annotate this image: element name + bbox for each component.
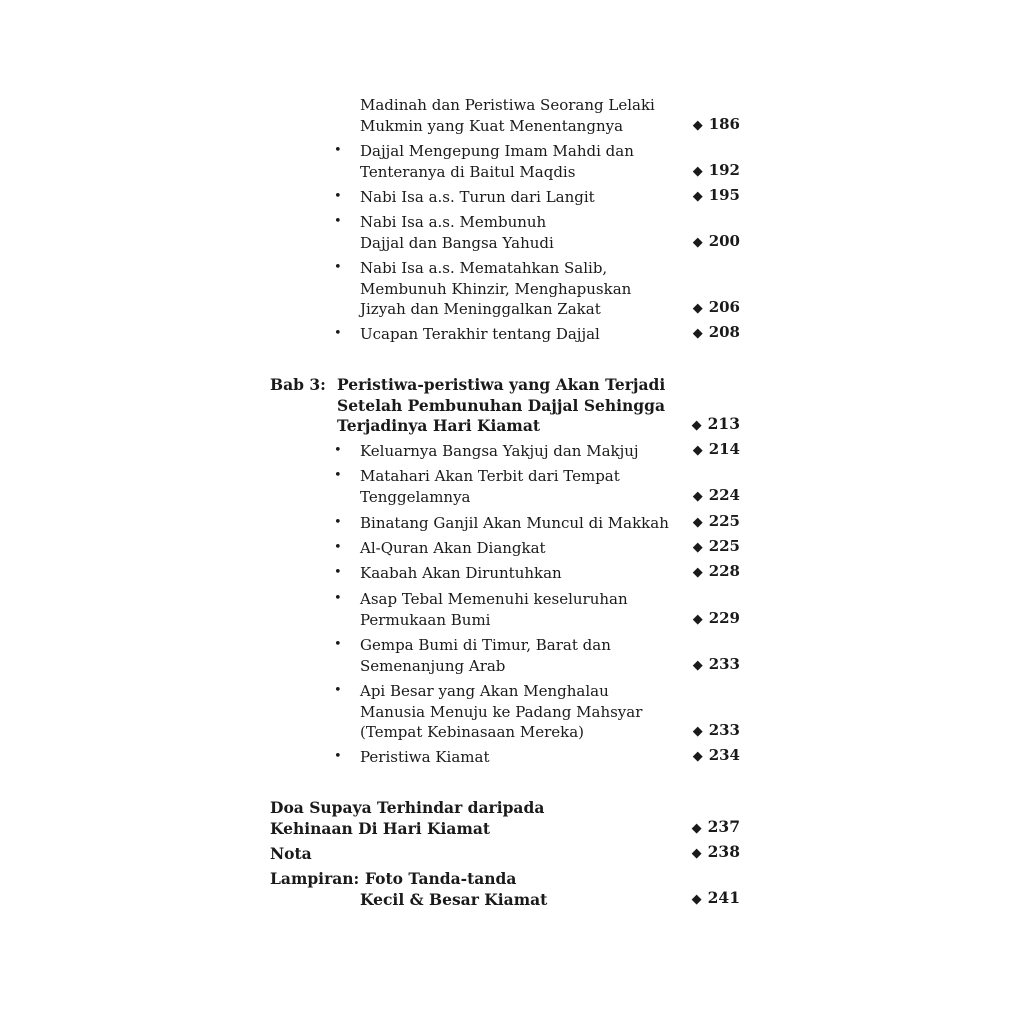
bullet-icon: • (334, 189, 342, 204)
diamond-icon: ◆ (691, 891, 702, 907)
entry-title: Doa Supaya Terhindar daripada Kehinaan Di Hari Kiamat (270, 798, 545, 838)
bullet-icon: • (334, 468, 342, 483)
entry-title: Kaabah Akan Diruntuhkan (360, 564, 562, 582)
page-number: ◆ 237 (691, 816, 740, 836)
toc-entry[interactable] (270, 324, 740, 345)
entry-title: Gempa Bumi di Timur, Barat dan Semenanjung Arab (360, 636, 611, 675)
diamond-icon: ◆ (692, 515, 703, 530)
entry-title: Madinah dan Peristiwa Seorang Lelaki Mukmin yang Kuat Menentangnya (360, 96, 655, 135)
entry-title: Keluarnya Bangsa Yakjuj dan Makjuj (360, 442, 639, 460)
page-number: ◆ 200 (692, 231, 740, 250)
entry-title: Nabi Isa a.s. Mematahkan Salib, Membunuh Khinzir, Menghapuskan Jizyah dan Meninggalkan Zakat (360, 259, 632, 318)
bullet-icon: • (334, 515, 342, 530)
page-number: ◆ 234 (692, 746, 740, 764)
diamond-icon: ◆ (692, 189, 703, 204)
entry-title: Asap Tebal Memenuhi keseluruhan Permukaan Bumi (360, 590, 628, 629)
entry-title: Nota (270, 844, 312, 863)
entry-title: Matahari Akan Terbit dari Tempat Tenggelamnya (360, 467, 620, 506)
page-number: ◆ 224 (692, 485, 740, 504)
page-number: ◆ 229 (692, 608, 740, 627)
toc-nota[interactable] (270, 844, 740, 865)
entry-title: Foto Tanda-tanda Kecil & Besar Kiamat (360, 869, 548, 909)
page-number: ◆ 225 (692, 537, 740, 555)
toc-entry[interactable] (270, 589, 740, 630)
diamond-icon: ◆ (691, 846, 702, 861)
diamond-icon: ◆ (692, 724, 703, 739)
entry-title: Nabi Isa a.s. Membunuh Dajjal dan Bangsa Yahudi (360, 213, 554, 252)
bullet-icon: • (334, 565, 342, 580)
page-number: ◆ 233 (692, 721, 740, 739)
toc-entry[interactable] (270, 187, 740, 208)
diamond-icon: ◆ (692, 657, 703, 673)
bullet-icon: • (334, 749, 342, 764)
bullet-icon: • (334, 260, 342, 275)
bullet-icon: • (334, 143, 342, 158)
toc-lampiran[interactable] (270, 869, 740, 910)
bullet-icon: • (334, 443, 342, 458)
diamond-icon: ◆ (692, 488, 703, 504)
diamond-icon: ◆ (692, 163, 703, 179)
page-number: ◆ 208 (692, 323, 740, 341)
entry-title: Nabi Isa a.s. Turun dari Langit (360, 188, 595, 206)
diamond-icon: ◆ (691, 820, 702, 836)
page-number: ◆ 225 (692, 512, 740, 530)
page-number: ◆ 241 (691, 887, 740, 907)
appendix-label: Lampiran: (270, 869, 360, 888)
toc-entry[interactable] (270, 513, 740, 534)
diamond-icon: ◆ (692, 565, 703, 580)
page-number: ◆ 186 (692, 114, 740, 133)
entry-title: Dajjal Mengepung Imam Mahdi dan Tenteranya di Baitul Maqdis (360, 142, 634, 181)
toc-chapter-3[interactable] (270, 375, 740, 437)
bullet-icon: • (334, 591, 342, 606)
diamond-icon: ◆ (691, 418, 702, 433)
toc-entry[interactable] (270, 441, 740, 462)
diamond-icon: ◆ (692, 611, 703, 627)
diamond-icon: ◆ (692, 326, 703, 341)
diamond-icon: ◆ (692, 443, 703, 458)
entry-title: Binatang Ganjil Akan Muncul di Makkah (360, 514, 669, 532)
chapter-label: Bab 3: (270, 375, 326, 394)
page-number: ◆ 206 (692, 298, 740, 316)
toc-doa[interactable] (270, 798, 740, 839)
page-number: ◆ 192 (692, 160, 740, 179)
toc-entry[interactable] (270, 563, 740, 584)
page-number: ◆ 228 (692, 562, 740, 580)
toc-entry[interactable] (270, 258, 740, 320)
page-number: ◆ 214 (692, 440, 740, 458)
toc-entry[interactable] (270, 747, 740, 768)
bullet-icon: • (334, 683, 342, 698)
diamond-icon: ◆ (692, 117, 703, 133)
page-number: ◆ 233 (692, 654, 740, 673)
bullet-icon: • (334, 214, 342, 229)
page-number: ◆ 213 (691, 414, 740, 433)
diamond-icon: ◆ (692, 540, 703, 555)
toc-entry[interactable] (270, 538, 740, 559)
bullet-icon: • (334, 326, 342, 341)
toc-entry[interactable] (270, 635, 740, 676)
toc-entry[interactable] (270, 141, 740, 182)
toc-entry[interactable] (270, 95, 740, 136)
toc-entry[interactable] (270, 212, 740, 253)
chapter-title: Peristiwa-peristiwa yang Akan Terjadi Setelah Pembunuhan Dajjal Sehingga Terjadinya Hari Kiamat (337, 375, 666, 435)
bullet-icon: • (334, 637, 342, 652)
page-number: ◆ 195 (692, 186, 740, 204)
toc-entry[interactable] (270, 466, 740, 507)
entry-title: Peristiwa Kiamat (360, 748, 490, 766)
diamond-icon: ◆ (692, 234, 703, 250)
entry-title: Al-Quran Akan Diangkat (360, 539, 546, 557)
entry-title: Api Besar yang Akan Menghalau Manusia Menuju ke Padang Mahsyar (Tempat Kebinasaan Mereka) (360, 682, 643, 741)
page-number: ◆ 238 (691, 842, 740, 861)
toc-entry[interactable] (270, 681, 740, 743)
diamond-icon: ◆ (692, 301, 703, 316)
bullet-icon: • (334, 540, 342, 555)
diamond-icon: ◆ (692, 749, 703, 764)
entry-title: Ucapan Terakhir tentang Dajjal (360, 325, 600, 343)
